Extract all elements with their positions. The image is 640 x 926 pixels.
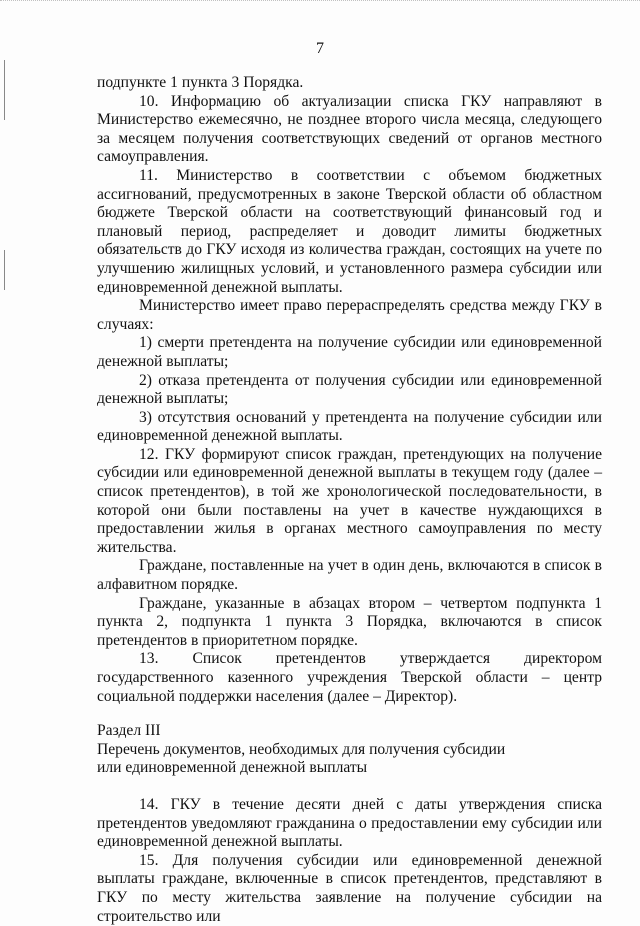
scan-margin-mark (4, 250, 5, 290)
paragraph-12: 12. ГКУ формируют список граждан, претендующих на получение субсидии или единовременной денежной выплаты в текущем году (далее – список претендентов), в той же хронологической последовательности, в которой они были поставлены на учет в качестве нуждающихся в предоставлении жилья в органах местного самоуправления по месту жительства. (97, 445, 602, 556)
scan-margin-mark (4, 60, 5, 120)
paragraph: Граждане, указанные в абзацах втором – четвертом подпункта 1 пункта 2, подпункта 1 пункта 3 Порядка, включаются в список претендентов в приоритетном порядке. (97, 594, 602, 649)
scan-edge-artifact (0, 0, 640, 11)
list-item: 1) смерти претендента на получение субсидии или единовременной денежной выплаты; (97, 334, 602, 370)
paragraph-10: 10. Информацию об актуализации списка ГКУ направляют в Министерство ежемесячно, не позднее второго числа месяца, следующего за месяцем получения соответствующих сведений от органов местного самоуправления. (97, 92, 602, 166)
paragraph-15: 15. Для получения субсидии или единовременной денежной выплаты граждане, включенные в список претендентов, представляют в ГКУ по месту жительства заявление на получение субсидии на строительство или (97, 851, 602, 925)
page-number: 7 (316, 40, 324, 57)
section-title-line: или единовременной денежной выплаты (97, 759, 368, 777)
section-number: Раздел III (97, 722, 161, 740)
paragraph-11: 11. Министерство в соответствии с объемом бюджетных ассигнований, предусмотренных в законе Тверской области об областном бюджете Тверской области на соответствующий финансовый год и плановый период, распределяет и доводит лимиты бюджетных обязательств до ГКУ исходя из количества граждан, состоящих на учете по улучшению жилищных условий, и установленного размера субсидии или единовременной денежной выплаты. (97, 166, 602, 296)
paragraph: Министерство имеет право перераспределять средства между ГКУ в случаях: (97, 297, 602, 333)
paragraph: Граждане, поставленные на учет в один день, включаются в список в алфавитном порядке. (97, 557, 602, 594)
paragraph-13: 13. Список претендентов утверждается директором государственного казенного учреждения Тверской области – центр социальной поддержки населения (далее – Директор). (97, 650, 602, 705)
list-item: 2) отказа претендента от получения субсидии или единовременной денежной выплаты; (97, 371, 602, 408)
list-item: 3) отсутствия оснований у претендента на получение субсидии или единовременной денежной выплаты. (97, 408, 602, 445)
section-title-line: Перечень документов, необходимых для получения субсидии (97, 740, 506, 758)
paragraph: подпункте 1 пункта 3 Порядка. (97, 74, 304, 91)
paragraph-14: 14. ГКУ в течение десяти дней с даты утверждения списка претендентов уведомляют гражданина о предоставлении ему субсидии или единовременной денежной выплаты. (97, 795, 602, 851)
document-body (97, 74, 602, 926)
